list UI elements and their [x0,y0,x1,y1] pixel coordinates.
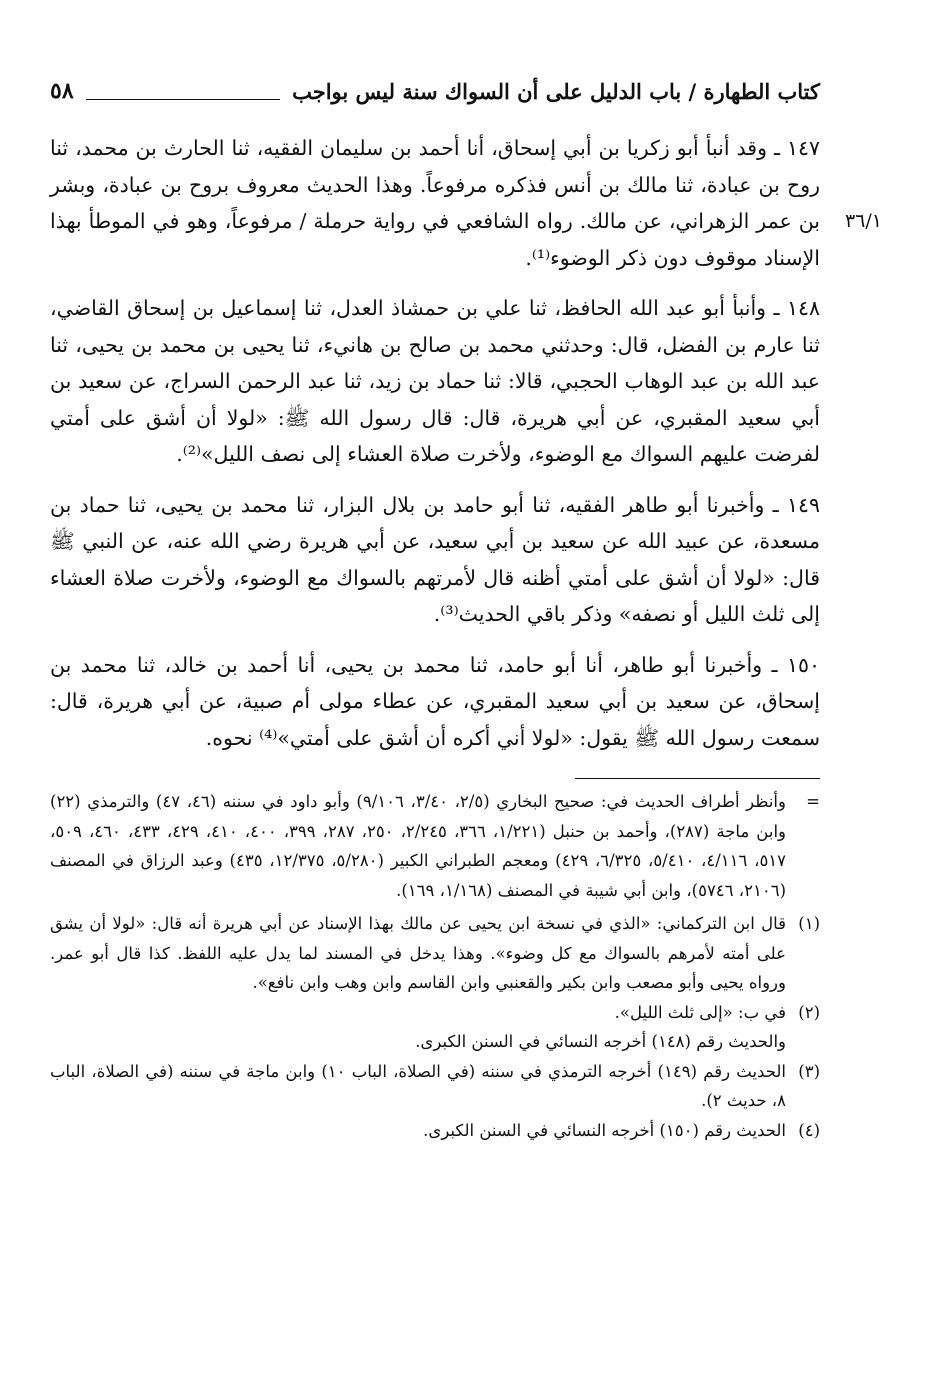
book-page [50,70,882,1145]
footnote-text: الحديث رقم (١٥٠) أخرجه النسائي في السنن الكبرى. [423,1120,786,1140]
margin-reference: ٣٦/١ [844,210,882,232]
footnote-text: وأنظر أطراف الحديث في: صحيح البخاري (٢/٥، ٣/٤٠، ٩/١٠٦) وأبو داود في سننه (٤٦، ٤٧) والترمذي (٢٢) وابن ماجة (٢٨٧)، وأحمد بن حنبل (١/٢٢١، ٣٦٦، ٢/٢٤٥، ٢٥٠، ٢٨٧، ٣٩٩، ٤٠٠، ٤١٠، ٤٢٩، ٤٣٣، ٤٦٠، ٥٠٩، ٥١٧، ٤/١١٦، ٥/٤١٠، ٦/٣٢٥، ٤٢٩) ومعجم الطبراني الكبير (٥/٢٨٠، ١٢/٣٧٥، ٤٣٥) وعبد الرزاق في المصنف (٢١٠٦، ٥٧٤٦)، وابن أبي شيبة في المصنف (١/١٦٨، ١٦٩). [50,792,787,900]
footnote-text: الحديث رقم (١٤٩) أخرجه الترمذي في سننه (في الصلاة، الباب ١٠) وابن ماجة في سننه (في الصلاة، الباب ٨، حديث ٢). [50,1061,786,1110]
running-head [50,70,820,112]
footnote-mark: = [806,792,820,811]
hadith-150 [50,647,820,757]
hadith-text: ١٤٨ ـ وأنبأ أبو عبد الله الحافظ، ثنا علي بن حمشاذ العدل، ثنا إسماعيل بن إسحاق القاضي، ثنا عارم بن الفضل، قال: وحدثني محمد بن صالح بن هانيء، ثنا يحيى بن محمد بن يحيى، ثنا عبد الله بن عبد الوهاب الحجبي، قالا: ثنا حماد بن زيد، ثنا عبد الرحمن السراج، عن سعيد بن أبي سعيد المقبري، عن أبي هريرة، قال: قال رسول الله ﷺ: «لولا أن أشق على أمتي لفرضت عليهم السواك مع الوضوء، ولأخرت صلاة العشاء إلى نصف الليل»⁽²⁾. [50,296,820,466]
footnote-mark: (١) [798,914,820,933]
footnote-2 [50,998,820,1057]
footnotes [50,787,820,1145]
footnote-continued [50,787,820,905]
page-number: ٥٨ [50,78,74,104]
hadith-149 [50,487,820,633]
hadith-text: ١٤٩ ـ وأخبرنا أبو طاهر الفقيه، ثنا أبو حامد بن بلال البزار، ثنا محمد بن يحيى، ثنا حماد بن مسعدة، عن عبيد الله عن سعيد بن أبي سعيد، عن أبي هريرة رضي الله عنه، عن النبي ﷺ قال: «لولا أن أشق على أمتي أظنه قال لأمرتهم بالسواك مع الوضوء، ولأخرت صلاة العشاء إلى ثلث الليل أو نصفه» وذكر باقي الحديث⁽³⁾. [50,492,820,626]
running-head-title: كتاب الطهارة / باب الدليل على أن السواك سنة ليس بواجب [292,78,820,104]
footnote-4 [50,1116,820,1146]
footnote-mark: (٢) [798,1002,820,1022]
hadith-text: ١٤٧ ـ وقد أنبأ أبو زكريا بن أبي إسحاق، أنا أحمد بن سليمان الفقيه، ثنا الحارث بن محمد، ثنا روح بن عبادة، ثنا مالك بن أنس فذكره مرفوعاً. وهذا الحديث معروف بروح بن عبادة، وبشر بن عمر الزهراني، عن مالك. رواه الشافعي في رواية حرملة / مرفوعاً، وهو في الموطأ بهذا الإسناد موقوف دون ذكر الوضوء⁽¹⁾. [50,136,820,270]
hadith-text: ١٥٠ ـ وأخبرنا أبو طاهر، أنا أبو حامد، ثنا محمد بن يحيى، أنا أحمد بن خالد، ثنا محمد بن إسحاق، عن سعيد بن أبي سعيد المقبري، عن عطاء مولى أم صبية، عن أبي هريرة، قال: سمعت رسول الله ﷺ يقول: «لولا أني أكره أن أشق على أمتي»⁽⁴⁾ نحوه. [50,652,820,750]
footnote-continuation: والحديث رقم (١٤٨) أخرجه النسائي في السنن الكبرى. [415,1032,786,1051]
main-text [50,130,882,756]
footnote-mark: (٣) [798,1061,820,1081]
footnote-1 [50,909,820,998]
footnote-text: في ب: «إلى ثلث الليل». [614,1002,786,1022]
hadith-148 [50,290,820,473]
footnote-divider [575,778,820,779]
footnote-text: قال ابن التركماني: «الذي في نسخة ابن يحيى عن مالك بهذا الإسناد عن أبي هريرة أنه قال: «لولا أن يشق على أمته لأمرهم بالسواك مع كل وضوء». وهذا يدخل في المسند لما يدل عليه اللفظ. كذا قال أبو عمر. ورواه يحيى وأبو مصعب وابن بكير والقعنبي وابن القاسم وابن وهب وابن نافع». [50,914,786,992]
footnote-mark: (٤) [798,1120,820,1140]
hadith-147 [50,130,882,276]
footnote-3 [50,1057,820,1116]
running-head-rule [86,99,280,100]
